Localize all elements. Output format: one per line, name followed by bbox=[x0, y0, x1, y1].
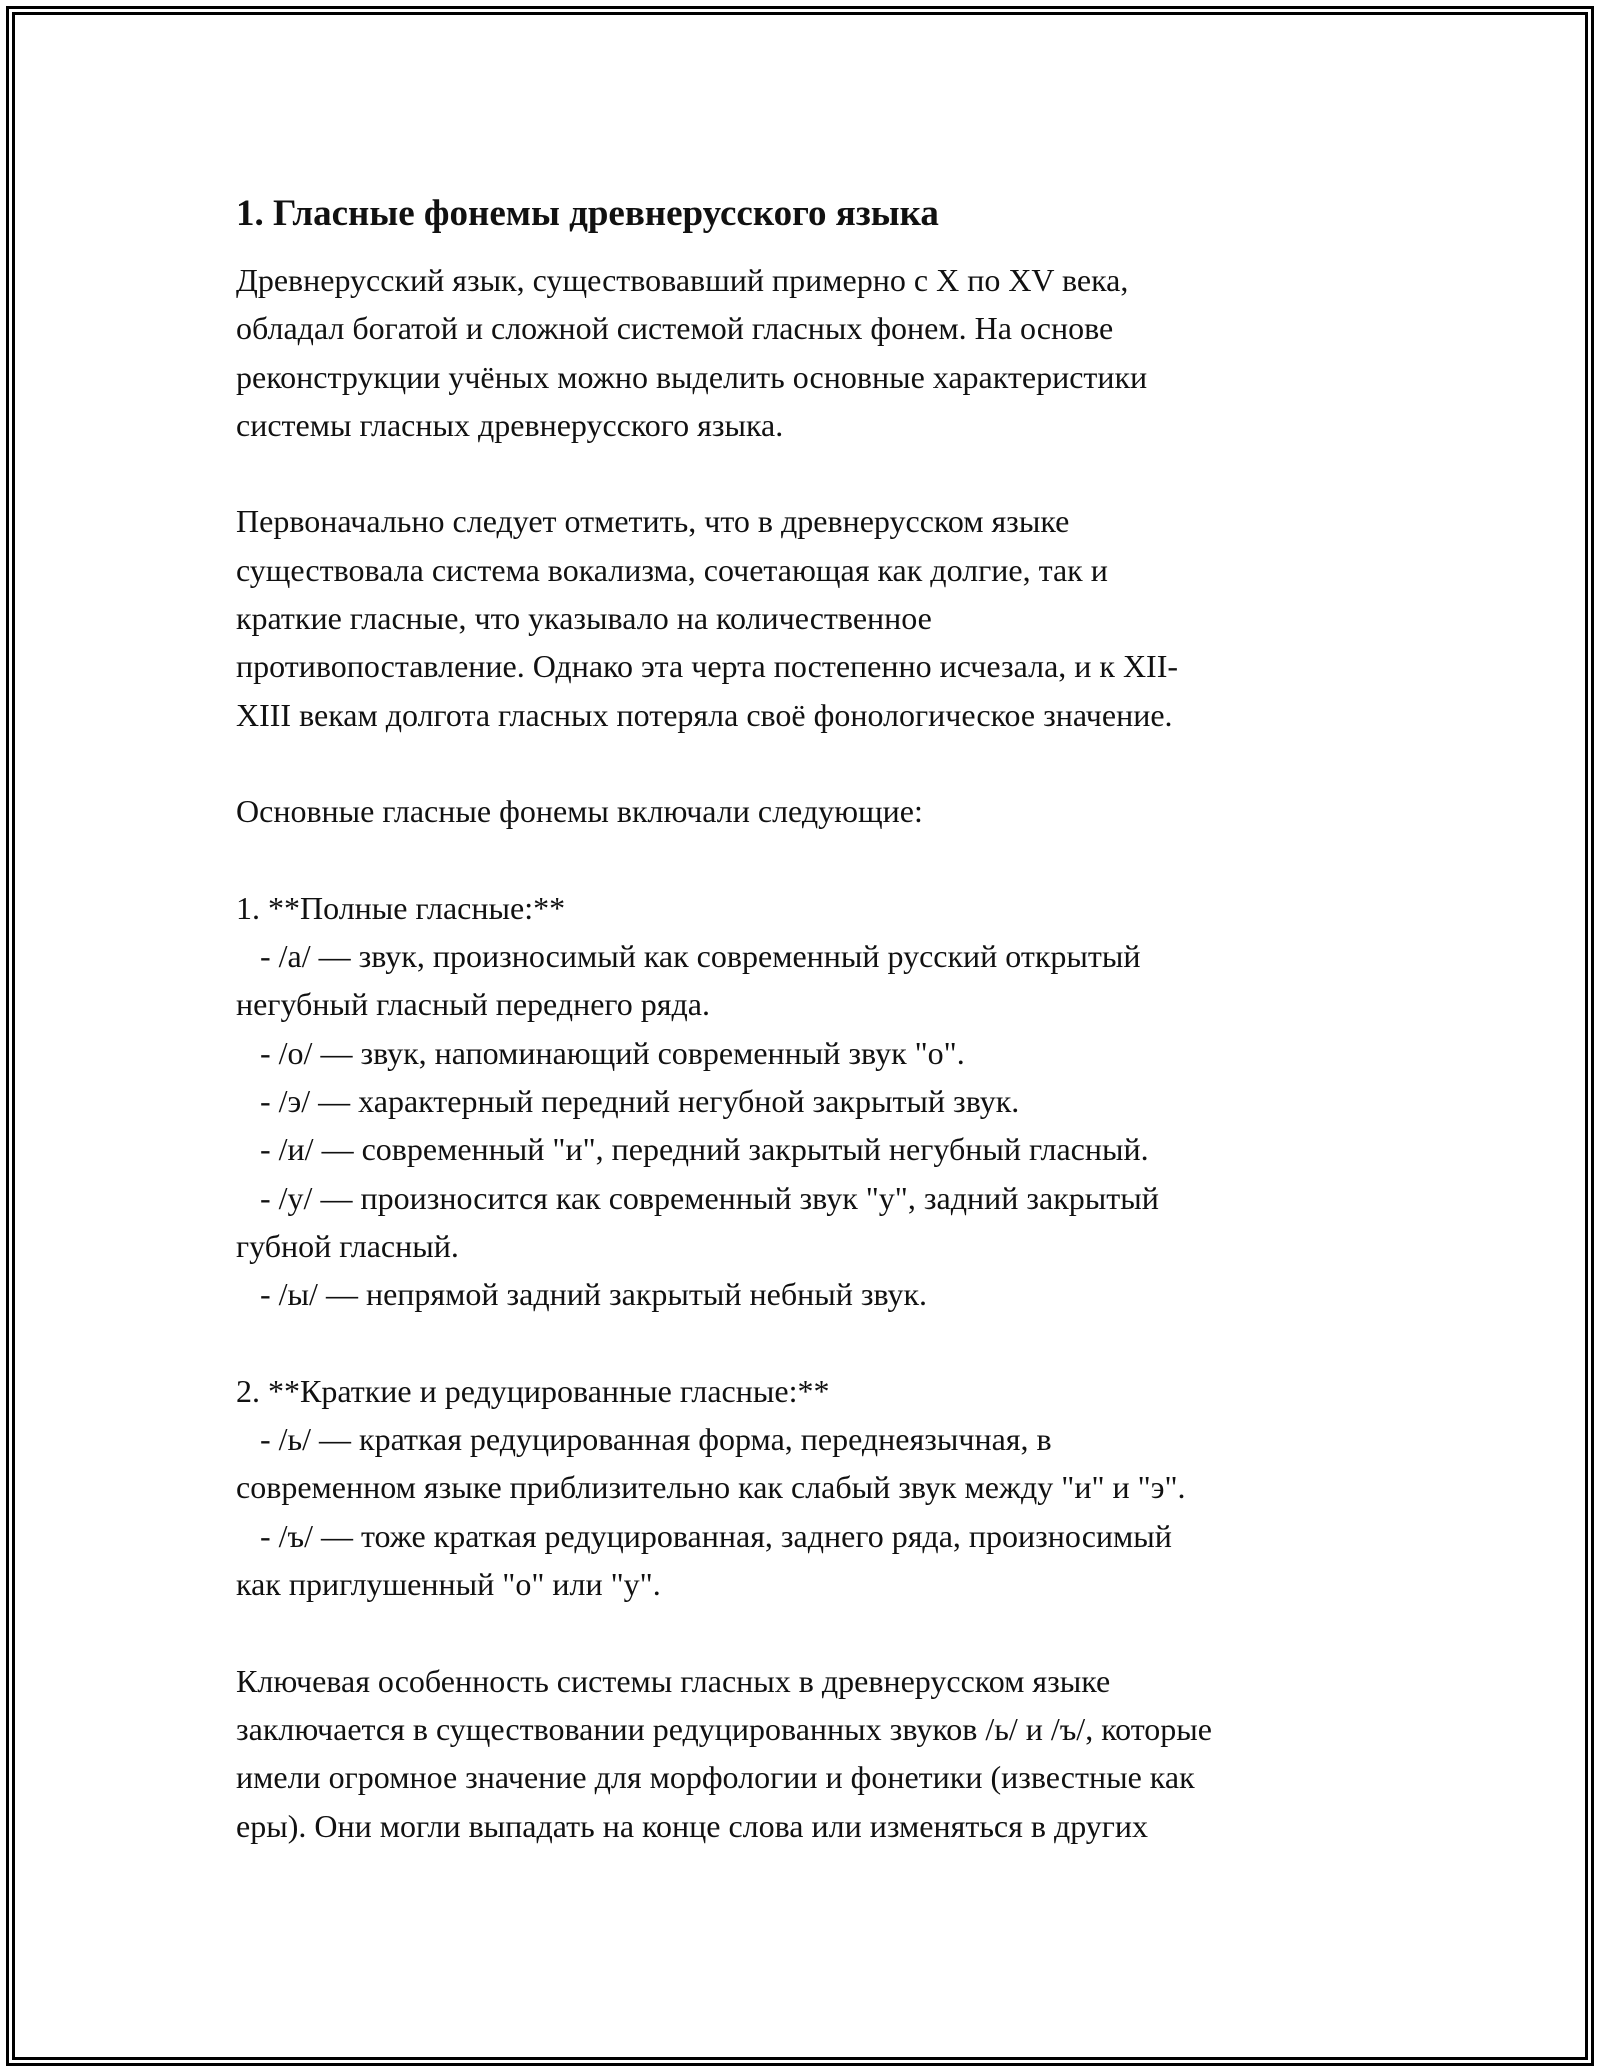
text-line: системы гласных древнерусского языка. bbox=[236, 406, 784, 443]
list-heading: 1. **Полные гласные:** bbox=[236, 889, 566, 926]
paragraph-key-feature bbox=[236, 1657, 1396, 1850]
list-item: - /ъ/ — тоже краткая редуцированная, заднего ряда, произносимый bbox=[236, 1517, 1172, 1554]
list-reduced-vowels bbox=[236, 1367, 1396, 1608]
list-item: - /у/ — произносится как современный звук "у", задний закрытый bbox=[236, 1179, 1159, 1216]
text-line: реконструкции учёных можно выделить основные характеристики bbox=[236, 358, 1148, 395]
paragraph-list-intro bbox=[236, 787, 1396, 835]
list-full-vowels bbox=[236, 884, 1396, 1319]
paragraph-gap bbox=[236, 1319, 1396, 1367]
text-line: еры). Они могли выпадать на конце слова или изменяться в других bbox=[236, 1807, 1149, 1844]
text-line: обладал богатой и сложной системой гласных фонем. На основе bbox=[236, 310, 1114, 347]
text-line: XIII векам долгота гласных потеряла своё фонологическое значение. bbox=[236, 696, 1173, 733]
text-line: противопоставление. Однако эта черта постепенно исчезала, и к XII- bbox=[236, 648, 1179, 685]
paragraph-gap bbox=[236, 739, 1396, 787]
paragraph-gap bbox=[236, 1608, 1396, 1656]
list-item-continuation: современном языке приблизительно как слабый звук между "и" и "э". bbox=[236, 1469, 1186, 1506]
list-item-continuation: негубный гласный переднего ряда. bbox=[236, 986, 710, 1023]
text-line: Первоначально следует отметить, что в древнерусском языке bbox=[236, 503, 1070, 540]
paragraph-gap bbox=[236, 449, 1396, 497]
document-heading: 1. Гласные фонемы древнерусского языка bbox=[236, 193, 939, 234]
paragraph-gap bbox=[236, 836, 1396, 884]
list-item: - /а/ — звук, произносимый как современный русский открытый bbox=[236, 938, 1141, 975]
list-item: - /ь/ — краткая редуцированная форма, переднеязычная, в bbox=[236, 1421, 1052, 1458]
paragraph-intro bbox=[236, 256, 1396, 449]
list-item-continuation: как приглушенный "о" или "у". bbox=[236, 1566, 661, 1603]
list-item: - /о/ — звук, напоминающий современный звук "о". bbox=[236, 1034, 965, 1071]
list-item: - /и/ — современный "и", передний закрытый негубный гласный. bbox=[236, 1131, 1149, 1168]
list-item: - /э/ — характерный передний негубной закрытый звук. bbox=[236, 1083, 1020, 1120]
text-line: заключается в существовании редуцированных звуков /ь/ и /ъ/, которые bbox=[236, 1710, 1212, 1747]
text-line: краткие гласные, что указывало на количественное bbox=[236, 600, 932, 637]
text-line: Ключевая особенность системы гласных в древнерусском языке bbox=[236, 1662, 1111, 1699]
text-line: имели огромное значение для морфологии и фонетики (известные как bbox=[236, 1759, 1195, 1796]
text-line: Древнерусский язык, существовавший примерно с X по XV века, bbox=[236, 262, 1129, 298]
list-item-continuation: губной гласный. bbox=[236, 1227, 459, 1264]
list-item: - /ы/ — непрямой задний закрытый небный звук. bbox=[236, 1276, 928, 1313]
list-heading: 2. **Краткие и редуцированные гласные:** bbox=[236, 1372, 830, 1409]
paragraph-vocalism bbox=[236, 497, 1396, 738]
text-line: Основные гласные фонемы включали следующие: bbox=[236, 793, 923, 830]
text-line: существовала система вокализма, сочетающая как долгие, так и bbox=[236, 551, 1108, 588]
document-body bbox=[236, 184, 1396, 1850]
